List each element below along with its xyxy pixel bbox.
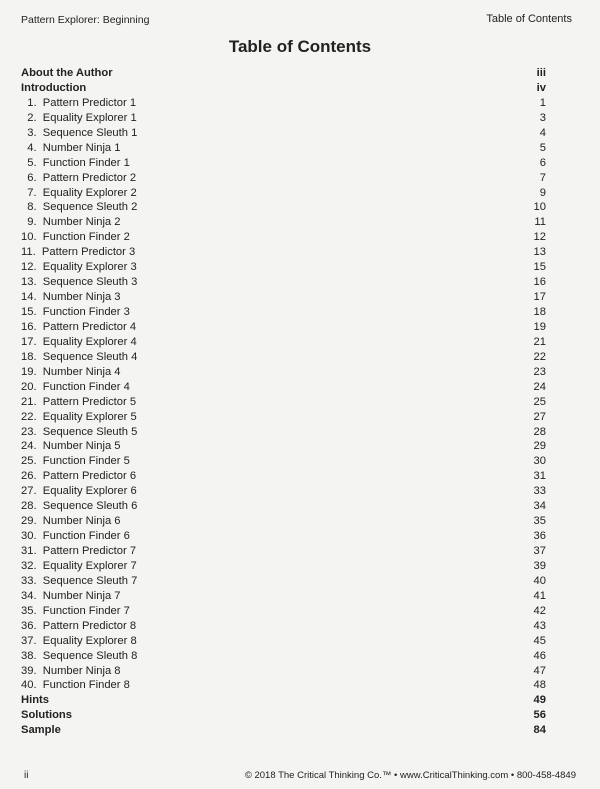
toc-entry xyxy=(21,529,546,544)
toc-entry-page: 1 xyxy=(539,96,546,109)
toc-entry-label: 18. Sequence Sleuth 4 xyxy=(21,350,138,363)
toc-entry-label: 30. Function Finder 6 xyxy=(21,530,130,543)
toc-entry-page: 15 xyxy=(533,261,546,274)
toc-entry xyxy=(21,365,546,380)
toc-entry-label: About the Author xyxy=(21,67,113,79)
toc-entry xyxy=(21,156,546,171)
toc-entry xyxy=(21,708,546,723)
toc-entry-label: 33. Sequence Sleuth 7 xyxy=(21,574,138,587)
toc-entry xyxy=(21,320,546,335)
toc-entry-page: 48 xyxy=(533,679,546,692)
toc-entry-page: 11 xyxy=(534,216,546,229)
toc-entry-page: 43 xyxy=(533,619,546,632)
page-title: Table of Contents xyxy=(228,37,372,56)
toc-entry-label: 21. Pattern Predictor 5 xyxy=(21,395,137,408)
toc-entry xyxy=(21,200,546,215)
toc-entry xyxy=(21,171,546,186)
toc-entry xyxy=(21,484,546,499)
toc-entry-label: 31. Pattern Predictor 7 xyxy=(21,545,137,557)
toc-entry-page: 22 xyxy=(533,350,546,363)
toc-entry-page: 7 xyxy=(539,171,546,184)
toc-entry xyxy=(21,559,546,574)
toc-entry-page: 45 xyxy=(533,634,546,647)
toc-entry xyxy=(21,589,546,604)
toc-entry-label: 11. Pattern Predictor 3 xyxy=(21,246,136,259)
toc-entry xyxy=(21,260,546,275)
toc-entry-label: 19. Number Ninja 4 xyxy=(21,365,121,378)
toc-entry-page: 10 xyxy=(533,201,546,214)
toc-entry-label: 37. Equality Explorer 8 xyxy=(21,634,137,647)
toc-entry xyxy=(21,215,546,230)
toc-entry xyxy=(21,81,546,96)
toc-entry xyxy=(21,664,546,679)
toc-entry xyxy=(21,469,546,484)
toc-entry xyxy=(21,439,546,454)
toc-entry-page: 17 xyxy=(533,291,546,304)
running-header-right: Table of Contents xyxy=(486,13,572,25)
toc-entry-label: 35. Function Finder 7 xyxy=(21,604,130,617)
toc-entry-page: 29 xyxy=(533,440,546,453)
toc-entry-page: 36 xyxy=(533,530,546,543)
toc-entry-page: 39 xyxy=(533,559,546,572)
toc-entry-page: 34 xyxy=(533,500,546,513)
table-of-contents xyxy=(21,66,546,738)
toc-entry-page: 5 xyxy=(539,141,546,154)
toc-entry-label: Sample xyxy=(21,724,61,737)
toc-entry xyxy=(21,514,546,529)
toc-entry-label: 3. Sequence Sleuth 1 xyxy=(21,126,138,139)
toc-entry xyxy=(21,425,546,440)
toc-entry-page: 16 xyxy=(533,276,546,289)
toc-entry-label: 24. Number Ninja 5 xyxy=(21,440,121,453)
toc-entry-page: 23 xyxy=(533,365,546,378)
toc-entry xyxy=(21,499,546,514)
toc-entry-label: 27. Equality Explorer 6 xyxy=(21,485,137,498)
toc-entry xyxy=(21,693,546,708)
page-number: ii xyxy=(24,770,29,781)
toc-entry-label: 7. Equality Explorer 2 xyxy=(21,186,137,199)
toc-entry-page: 56 xyxy=(533,709,546,722)
toc-entry-label: Introduction xyxy=(21,81,87,94)
toc-entry-page: 28 xyxy=(533,425,546,438)
toc-entry-label: 36. Pattern Predictor 8 xyxy=(21,619,137,632)
toc-entry-label: 39. Number Ninja 8 xyxy=(21,664,121,677)
toc-entry-label: 6. Pattern Predictor 2 xyxy=(21,171,137,184)
toc-entry-label: 15. Function Finder 3 xyxy=(21,306,130,318)
toc-entry-label: 9. Number Ninja 2 xyxy=(21,216,121,229)
toc-entry-label: 34. Number Ninja 7 xyxy=(21,589,121,602)
toc-entry-page: 27 xyxy=(533,410,546,423)
toc-entry xyxy=(21,454,546,469)
toc-entry xyxy=(21,544,546,559)
toc-entry xyxy=(21,410,546,425)
toc-entry-label: 10. Function Finder 2 xyxy=(21,231,130,244)
toc-entry xyxy=(21,619,546,634)
toc-entry-label: 8. Sequence Sleuth 2 xyxy=(21,201,138,214)
toc-entry xyxy=(21,678,546,693)
toc-entry xyxy=(21,126,546,141)
toc-entry-label: 20. Function Finder 4 xyxy=(21,380,130,393)
toc-entry-page: 41 xyxy=(533,589,546,602)
toc-entry-label: 32. Equality Explorer 7 xyxy=(21,559,137,572)
toc-entry-page: 24 xyxy=(533,380,546,393)
toc-entry-page: 25 xyxy=(533,395,546,408)
toc-entry-label: 25. Function Finder 5 xyxy=(21,455,130,468)
toc-entry xyxy=(21,723,546,738)
toc-entry-label: 2. Equality Explorer 1 xyxy=(21,111,137,124)
toc-entry-label: 16. Pattern Predictor 4 xyxy=(21,320,137,333)
toc-entry-page: 12 xyxy=(533,231,546,244)
toc-entry xyxy=(21,395,546,410)
toc-entry-label: 38. Sequence Sleuth 8 xyxy=(21,649,138,662)
toc-entry-label: 26. Pattern Predictor 6 xyxy=(21,470,137,483)
toc-entry-page: 31 xyxy=(533,470,546,483)
toc-entry xyxy=(21,186,546,201)
toc-entry xyxy=(21,230,546,245)
toc-entry-label: Solutions xyxy=(21,709,72,722)
toc-entry xyxy=(21,335,546,350)
toc-entry-label: 5. Function Finder 1 xyxy=(21,156,130,169)
toc-entry-label: 4. Number Ninja 1 xyxy=(21,141,121,154)
toc-entry xyxy=(21,350,546,365)
running-header-left: Pattern Explorer: Beginning xyxy=(21,14,150,26)
toc-entry-page: 47 xyxy=(533,664,546,677)
toc-entry-page: 19 xyxy=(533,320,546,333)
toc-entry-label: 40. Function Finder 8 xyxy=(21,679,130,692)
toc-entry-page: 9 xyxy=(539,186,546,199)
toc-entry-page: iii xyxy=(536,67,546,79)
toc-entry-label: 29. Number Ninja 6 xyxy=(21,515,121,528)
toc-entry xyxy=(21,380,546,395)
toc-entry-page: 6 xyxy=(539,156,546,169)
toc-entry-page: 18 xyxy=(533,306,546,318)
toc-entry xyxy=(21,604,546,619)
toc-entry xyxy=(21,574,546,589)
toc-entry-page: 84 xyxy=(533,724,546,737)
toc-entry-page: 3 xyxy=(539,111,546,124)
toc-entry-page: iv xyxy=(536,81,546,94)
toc-entry-page: 4 xyxy=(539,126,546,139)
toc-entry-label: 23. Sequence Sleuth 5 xyxy=(21,425,138,438)
toc-entry xyxy=(21,245,546,260)
toc-entry-label: Hints xyxy=(21,694,49,707)
toc-entry-page: 13 xyxy=(533,246,546,259)
toc-entry-page: 40 xyxy=(533,574,546,587)
toc-entry xyxy=(21,96,546,111)
toc-entry-page: 46 xyxy=(533,649,546,662)
toc-entry-page: 49 xyxy=(533,694,546,707)
toc-entry-page: 35 xyxy=(533,515,546,528)
toc-entry xyxy=(21,305,546,320)
toc-entry xyxy=(21,634,546,649)
toc-entry-page: 37 xyxy=(533,545,546,557)
toc-entry-label: 28. Sequence Sleuth 6 xyxy=(21,500,138,513)
toc-entry-page: 21 xyxy=(533,335,546,348)
toc-entry-label: 14. Number Ninja 3 xyxy=(21,291,121,304)
toc-entry xyxy=(21,66,546,81)
toc-entry xyxy=(21,111,546,126)
toc-entry xyxy=(21,141,546,156)
toc-entry-label: 12. Equality Explorer 3 xyxy=(21,261,137,274)
toc-entry-page: 42 xyxy=(533,604,546,617)
toc-entry xyxy=(21,275,546,290)
toc-entry xyxy=(21,649,546,664)
toc-entry-page: 30 xyxy=(533,455,546,468)
toc-entry-label: 1. Pattern Predictor 1 xyxy=(21,96,137,109)
toc-entry-label: 17. Equality Explorer 4 xyxy=(21,335,137,348)
footer-copyright: © 2018 The Critical Thinking Co.™ • www.CriticalThinking.com • 800-458-4849 xyxy=(244,770,576,781)
toc-entry-page: 33 xyxy=(533,485,546,498)
toc-entry-label: 13. Sequence Sleuth 3 xyxy=(21,276,138,289)
toc-entry xyxy=(21,290,546,305)
toc-entry-label: 22. Equality Explorer 5 xyxy=(21,410,137,423)
